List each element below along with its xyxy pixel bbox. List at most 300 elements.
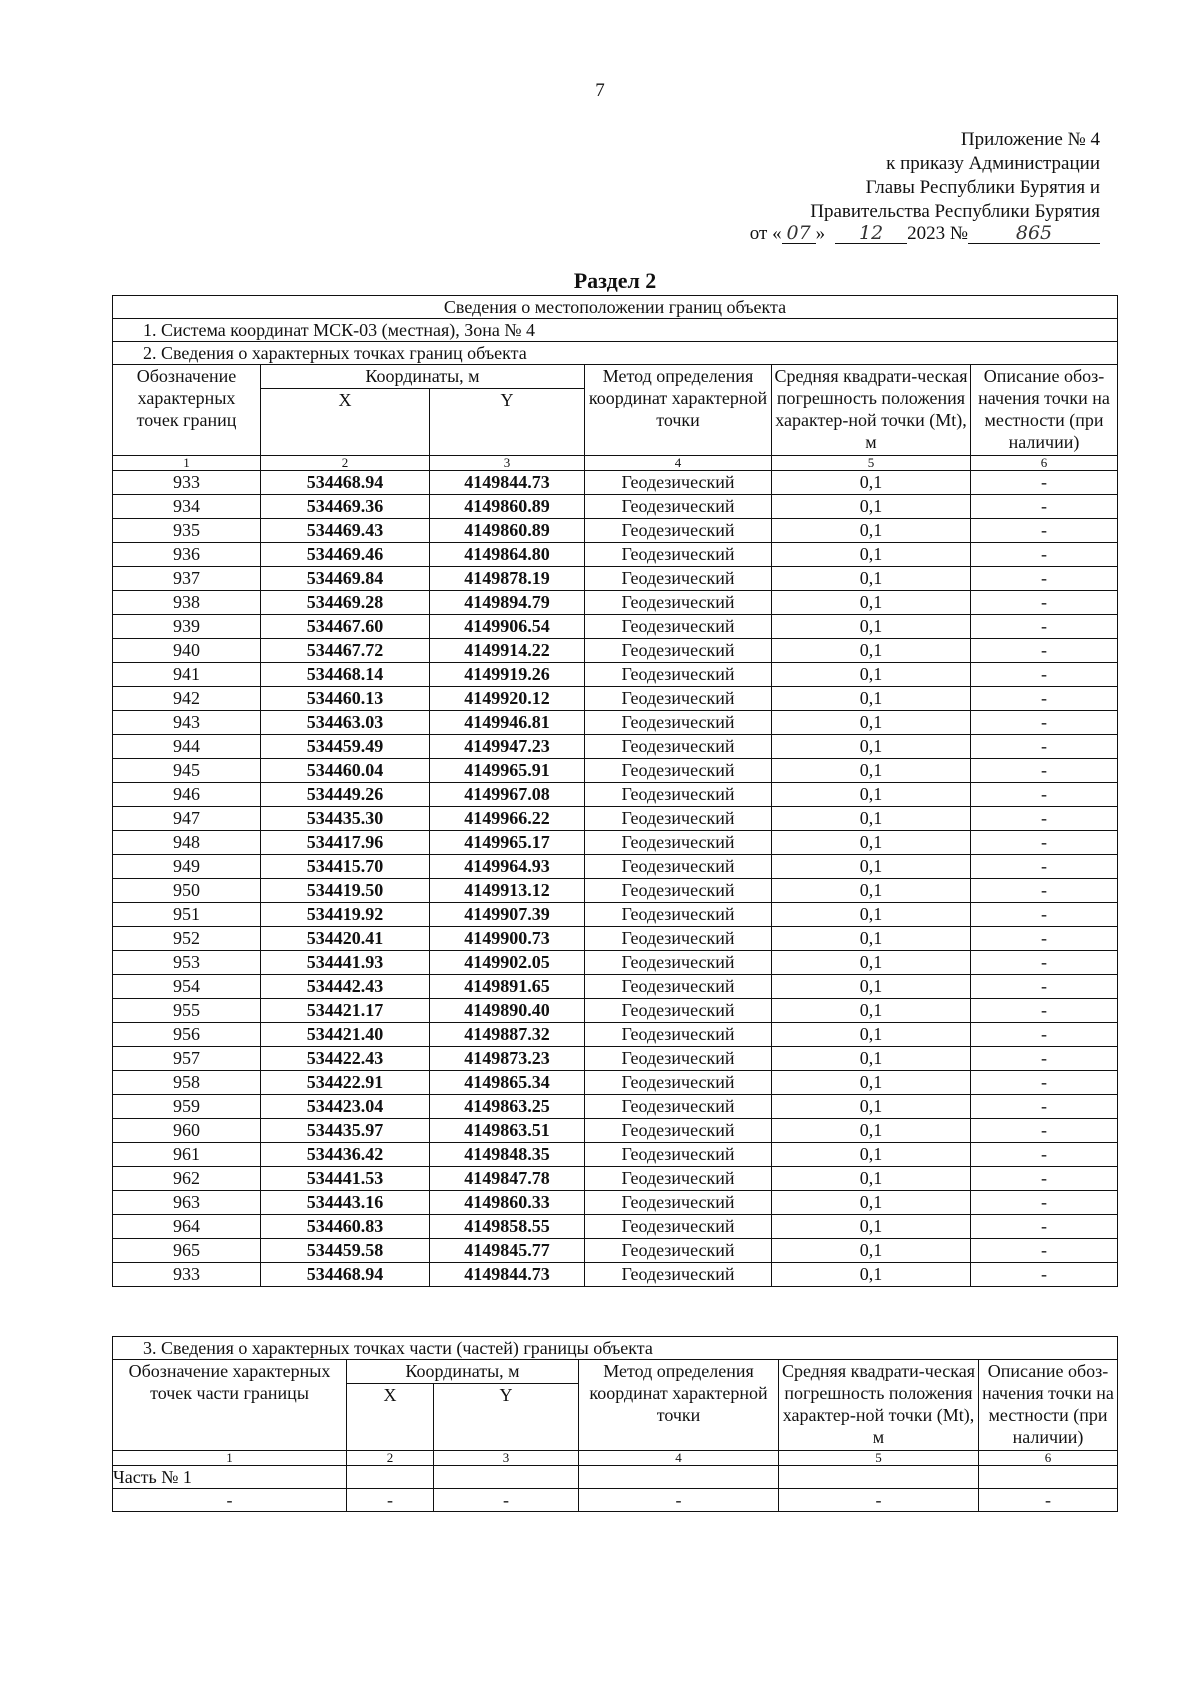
table-row — [113, 687, 1118, 711]
column-number: 1 — [113, 456, 261, 471]
appendix-line: Правительства Республики Бурятия — [810, 201, 1100, 222]
table-cell-point: 955 — [113, 999, 261, 1023]
table-cell-error: 0,1 — [772, 903, 971, 927]
table-cell-description: - — [971, 591, 1118, 615]
table-cell-description: - — [971, 543, 1118, 567]
table-row — [113, 951, 1118, 975]
table-cell-description: - — [971, 1239, 1118, 1263]
table-cell-x: 534423.04 — [261, 1095, 430, 1119]
table-row — [113, 1239, 1118, 1263]
table-cell-point: 935 — [113, 519, 261, 543]
table-cell-y: 4149844.73 — [430, 1263, 585, 1287]
empty-cell: - — [113, 1489, 347, 1512]
table-cell-point: 937 — [113, 567, 261, 591]
table-cell-error: 0,1 — [772, 591, 971, 615]
table-cell-description: - — [971, 687, 1118, 711]
table-cell-method: Геодезический — [585, 639, 772, 663]
appendix-line: к приказу Администрации — [886, 153, 1100, 174]
table-cell-error: 0,1 — [772, 687, 971, 711]
table-cell-description: - — [971, 975, 1118, 999]
table-row — [113, 831, 1118, 855]
table-row — [113, 879, 1118, 903]
table-cell-x: 534417.96 — [261, 831, 430, 855]
table-cell-error: 0,1 — [772, 951, 971, 975]
table-cell-x: 534469.84 — [261, 567, 430, 591]
table-cell-x: 534463.03 — [261, 711, 430, 735]
table-cell-point: 958 — [113, 1071, 261, 1095]
table-cell-y: 4149844.73 — [430, 471, 585, 495]
table-cell-y: 4149965.17 — [430, 831, 585, 855]
table-cell-point: 956 — [113, 1023, 261, 1047]
table-cell-error: 0,1 — [772, 543, 971, 567]
table-row — [113, 519, 1118, 543]
parts-header-x: X — [347, 1384, 434, 1451]
table-cell-error: 0,1 — [772, 1071, 971, 1095]
table-cell-error: 0,1 — [772, 1167, 971, 1191]
table-cell-error: 0,1 — [772, 615, 971, 639]
table-cell-point: 957 — [113, 1047, 261, 1071]
table-cell-point: 948 — [113, 831, 261, 855]
part-label: Часть № 1 — [113, 1466, 347, 1489]
table-cell-method: Геодезический — [585, 1119, 772, 1143]
handwritten-month: 12 — [835, 223, 907, 244]
table-cell-point: 965 — [113, 1239, 261, 1263]
table-cell-method: Геодезический — [585, 1215, 772, 1239]
table-cell-method: Геодезический — [585, 903, 772, 927]
table-cell-point: 940 — [113, 639, 261, 663]
header-error: Средняя квадрати-ческая погрешность положения характер-ной точки (Mt), м — [772, 365, 971, 456]
table-cell-point: 938 — [113, 591, 261, 615]
table-cell-description: - — [971, 711, 1118, 735]
column-number: 1 — [113, 1451, 347, 1466]
table-row — [113, 1167, 1118, 1191]
table-cell-error: 0,1 — [772, 783, 971, 807]
table-cell-point: 949 — [113, 855, 261, 879]
column-number: 2 — [261, 456, 430, 471]
table-row — [113, 543, 1118, 567]
table-row — [113, 1119, 1118, 1143]
table-cell-x: 534468.94 — [261, 1263, 430, 1287]
table-cell-x: 534442.43 — [261, 975, 430, 999]
table-cell-point: 950 — [113, 879, 261, 903]
table-cell-point: 952 — [113, 927, 261, 951]
column-number: 3 — [430, 456, 585, 471]
table-cell-y: 4149848.35 — [430, 1143, 585, 1167]
table-row — [113, 1215, 1118, 1239]
table-cell-point: 946 — [113, 783, 261, 807]
table-cell-x: 534468.14 — [261, 663, 430, 687]
table-cell-description: - — [971, 1047, 1118, 1071]
table-cell-y: 4149947.23 — [430, 735, 585, 759]
table-cell-method: Геодезический — [585, 1095, 772, 1119]
table-cell-point: 960 — [113, 1119, 261, 1143]
table-cell-x: 534460.13 — [261, 687, 430, 711]
appendix-line: Приложение № 4 — [960, 129, 1100, 150]
table-cell-y: 4149873.23 — [430, 1047, 585, 1071]
system-row — [113, 319, 1118, 342]
parts-header-row — [113, 1360, 1118, 1384]
table-cell-method: Геодезический — [585, 1191, 772, 1215]
part-label-row — [113, 1466, 1118, 1489]
table-title: Сведения о местоположении границ объекта — [113, 296, 1118, 319]
table-cell-method: Геодезический — [585, 1071, 772, 1095]
table-row — [113, 591, 1118, 615]
table-cell-error: 0,1 — [772, 975, 971, 999]
table-cell-x: 534460.04 — [261, 759, 430, 783]
column-number: 4 — [579, 1451, 779, 1466]
table-cell-description: - — [971, 783, 1118, 807]
table-cell-error: 0,1 — [772, 495, 971, 519]
empty-cell: - — [347, 1489, 434, 1512]
table-cell-method: Геодезический — [585, 1239, 772, 1263]
table-cell-x: 534459.49 — [261, 735, 430, 759]
table-cell-x: 534441.93 — [261, 951, 430, 975]
table-cell-y: 4149967.08 — [430, 783, 585, 807]
table-cell-point: 962 — [113, 1167, 261, 1191]
parts-heading: 3. Сведения о характерных точках части (частей) границы объекта — [113, 1337, 1118, 1360]
table-cell-method: Геодезический — [585, 711, 772, 735]
table-cell-method: Геодезический — [585, 1263, 772, 1287]
year-label: 2023 № — [907, 223, 968, 244]
table-cell-method: Геодезический — [585, 687, 772, 711]
table-cell-error: 0,1 — [772, 567, 971, 591]
table-cell-method: Геодезический — [585, 615, 772, 639]
table-cell-x: 534443.16 — [261, 1191, 430, 1215]
table-cell-point: 963 — [113, 1191, 261, 1215]
table-row — [113, 975, 1118, 999]
table-cell-y: 4149907.39 — [430, 903, 585, 927]
table-cell-error: 0,1 — [772, 1143, 971, 1167]
table-cell-y: 4149894.79 — [430, 591, 585, 615]
table-cell-point: 933 — [113, 1263, 261, 1287]
table-row — [113, 663, 1118, 687]
table-cell-x: 534467.60 — [261, 615, 430, 639]
parts-header-error: Средняя квадрати-ческая погрешность положения характер-ной точки (Mt), м — [779, 1360, 979, 1451]
table-cell-method: Геодезический — [585, 663, 772, 687]
table-cell-error: 0,1 — [772, 999, 971, 1023]
appendix-header — [810, 128, 1100, 224]
table-cell-x: 534469.46 — [261, 543, 430, 567]
table-cell-description: - — [971, 759, 1118, 783]
table-cell-method: Геодезический — [585, 927, 772, 951]
table-row — [113, 1095, 1118, 1119]
table-cell-method: Геодезический — [585, 807, 772, 831]
table-cell-description: - — [971, 855, 1118, 879]
column-number: 6 — [979, 1451, 1118, 1466]
table-cell-y: 4149946.81 — [430, 711, 585, 735]
table-row — [113, 711, 1118, 735]
table-cell-method: Геодезический — [585, 735, 772, 759]
table-cell-y: 4149847.78 — [430, 1167, 585, 1191]
table-cell-y: 4149858.55 — [430, 1215, 585, 1239]
table-cell-y: 4149964.93 — [430, 855, 585, 879]
table-cell-x: 534419.92 — [261, 903, 430, 927]
table-cell-method: Геодезический — [585, 1167, 772, 1191]
page-number: 7 — [595, 80, 605, 101]
column-number: 6 — [971, 456, 1118, 471]
table-cell-method: Геодезический — [585, 783, 772, 807]
table-cell-x: 534449.26 — [261, 783, 430, 807]
table-cell-x: 534460.83 — [261, 1215, 430, 1239]
table-cell-description: - — [971, 1215, 1118, 1239]
points-heading: 2. Сведения о характерных точках границ объекта — [113, 342, 1118, 365]
table-row — [113, 1263, 1118, 1287]
table-cell-description: - — [971, 1263, 1118, 1287]
table-cell-method: Геодезический — [585, 855, 772, 879]
table-cell-description: - — [971, 639, 1118, 663]
header-designation: Обозначение характерных точек границ — [113, 365, 261, 456]
column-number: 3 — [434, 1451, 579, 1466]
header-y: Y — [430, 389, 585, 456]
empty-cell: - — [579, 1489, 779, 1512]
table-cell-error: 0,1 — [772, 735, 971, 759]
table-cell-x: 534435.97 — [261, 1119, 430, 1143]
table-cell-error: 0,1 — [772, 807, 971, 831]
table-cell-description: - — [971, 879, 1118, 903]
boundary-points-table — [112, 295, 1118, 1287]
table-row — [113, 855, 1118, 879]
table-cell-error: 0,1 — [772, 1239, 971, 1263]
table-cell-point: 944 — [113, 735, 261, 759]
coordinate-system: 1. Система координат МСК-03 (местная), Зона № 4 — [113, 319, 1118, 342]
table-row — [113, 783, 1118, 807]
table-cell-method: Геодезический — [585, 1143, 772, 1167]
table-cell-description: - — [971, 951, 1118, 975]
column-number: 5 — [779, 1451, 979, 1466]
table-cell-point: 951 — [113, 903, 261, 927]
parts-heading-row — [113, 1337, 1118, 1360]
empty-cell: - — [434, 1489, 579, 1512]
table-cell-description: - — [971, 471, 1118, 495]
header-coordinates: Координаты, м — [261, 365, 585, 389]
table-cell-description: - — [971, 999, 1118, 1023]
table-cell-description: - — [971, 735, 1118, 759]
table-cell-x: 534421.40 — [261, 1023, 430, 1047]
table-cell-method: Геодезический — [585, 999, 772, 1023]
date-prefix: от « — [749, 223, 782, 244]
table-cell-method: Геодезический — [585, 1023, 772, 1047]
table-cell-description: - — [971, 1095, 1118, 1119]
table-row — [113, 1023, 1118, 1047]
table-cell-description: - — [971, 495, 1118, 519]
header-method: Метод определения координат характерной точки — [585, 365, 772, 456]
table-cell-point: 954 — [113, 975, 261, 999]
table-cell-point: 933 — [113, 471, 261, 495]
table-cell-description: - — [971, 1071, 1118, 1095]
table-cell-method: Геодезический — [585, 1047, 772, 1071]
points-heading-row — [113, 342, 1118, 365]
parts-header-coordinates: Координаты, м — [347, 1360, 579, 1384]
table-cell-y: 4149860.33 — [430, 1191, 585, 1215]
table-cell-x: 534435.30 — [261, 807, 430, 831]
table-cell-description: - — [971, 1143, 1118, 1167]
table-row — [113, 471, 1118, 495]
table-cell-y: 4149919.26 — [430, 663, 585, 687]
table-cell-error: 0,1 — [772, 879, 971, 903]
table-cell-x: 534420.41 — [261, 927, 430, 951]
empty-cell: - — [779, 1489, 979, 1512]
table-cell-method: Геодезический — [585, 471, 772, 495]
table-cell-method: Геодезический — [585, 879, 772, 903]
handwritten-number: 865 — [968, 223, 1100, 244]
table-cell-x: 534467.72 — [261, 639, 430, 663]
table-cell-point: 961 — [113, 1143, 261, 1167]
handwritten-day: 07 — [782, 223, 816, 244]
table-cell-point: 942 — [113, 687, 261, 711]
table-cell-error: 0,1 — [772, 1215, 971, 1239]
table-cell-method: Геодезический — [585, 951, 772, 975]
table-cell-error: 0,1 — [772, 1023, 971, 1047]
table-cell-y: 4149865.34 — [430, 1071, 585, 1095]
table-cell-error: 0,1 — [772, 1191, 971, 1215]
column-number: 2 — [347, 1451, 434, 1466]
parts-column-numbers-row — [113, 1451, 1118, 1466]
table-cell-y: 4149887.32 — [430, 1023, 585, 1047]
table-cell-method: Геодезический — [585, 543, 772, 567]
table-cell-x: 534459.58 — [261, 1239, 430, 1263]
table-cell-error: 0,1 — [772, 831, 971, 855]
table-cell-method: Геодезический — [585, 567, 772, 591]
table-cell-y: 4149864.80 — [430, 543, 585, 567]
table-cell-y: 4149878.19 — [430, 567, 585, 591]
table-cell-x: 534469.43 — [261, 519, 430, 543]
table-cell-description: - — [971, 1167, 1118, 1191]
table-cell-error: 0,1 — [772, 1119, 971, 1143]
table-cell-method: Геодезический — [585, 759, 772, 783]
table-cell-error: 0,1 — [772, 471, 971, 495]
table-cell-x: 534441.53 — [261, 1167, 430, 1191]
table-row — [113, 735, 1118, 759]
table-cell-x: 534469.36 — [261, 495, 430, 519]
table-cell-method: Геодезический — [585, 519, 772, 543]
table-cell-description: - — [971, 567, 1118, 591]
table-cell-y: 4149900.73 — [430, 927, 585, 951]
table-row — [113, 1143, 1118, 1167]
table-row — [113, 759, 1118, 783]
table-cell-description: - — [971, 831, 1118, 855]
table-cell-error: 0,1 — [772, 1095, 971, 1119]
table-cell-method: Геодезический — [585, 831, 772, 855]
table-cell-y: 4149863.25 — [430, 1095, 585, 1119]
table-cell-point: 945 — [113, 759, 261, 783]
table-row — [113, 639, 1118, 663]
table-cell-description: - — [971, 1119, 1118, 1143]
table-cell-error: 0,1 — [772, 855, 971, 879]
table-cell-y: 4149863.51 — [430, 1119, 585, 1143]
table-cell-y: 4149906.54 — [430, 615, 585, 639]
table-cell-error: 0,1 — [772, 759, 971, 783]
table-cell-error: 0,1 — [772, 1047, 971, 1071]
table-title-row — [113, 296, 1118, 319]
table-cell-description: - — [971, 1191, 1118, 1215]
table-cell-method: Геодезический — [585, 975, 772, 999]
table-cell-point: 934 — [113, 495, 261, 519]
table-cell-error: 0,1 — [772, 639, 971, 663]
table-cell-point: 939 — [113, 615, 261, 639]
table-cell-y: 4149845.77 — [430, 1239, 585, 1263]
date-mid: » — [815, 223, 826, 244]
table-row — [113, 615, 1118, 639]
table-cell-x: 534469.28 — [261, 591, 430, 615]
part-points-table — [112, 1336, 1118, 1512]
table-row — [113, 999, 1118, 1023]
table-cell-x: 534421.17 — [261, 999, 430, 1023]
table-row — [113, 927, 1118, 951]
order-date-line — [750, 223, 1100, 245]
table-cell-point: 936 — [113, 543, 261, 567]
table-cell-y: 4149965.91 — [430, 759, 585, 783]
table-cell-description: - — [971, 903, 1118, 927]
table-cell-y: 4149920.12 — [430, 687, 585, 711]
table-cell-point: 953 — [113, 951, 261, 975]
table-cell-description: - — [971, 807, 1118, 831]
table-cell-x: 534415.70 — [261, 855, 430, 879]
table-cell-x: 534468.94 — [261, 471, 430, 495]
table-cell-x: 534419.50 — [261, 879, 430, 903]
table-cell-y: 4149891.65 — [430, 975, 585, 999]
part-empty-row — [113, 1489, 1118, 1512]
table-cell-y: 4149860.89 — [430, 495, 585, 519]
table-row — [113, 1071, 1118, 1095]
table-cell-point: 959 — [113, 1095, 261, 1119]
header-x: X — [261, 389, 430, 456]
section-title: Раздел 2 — [573, 268, 657, 293]
header-description: Описание обоз-начения точки на местности (при наличии) — [971, 365, 1118, 456]
header-row — [113, 365, 1118, 389]
parts-header-y: Y — [434, 1384, 579, 1451]
parts-header-designation: Обозначение характерных точек части границы — [113, 1360, 347, 1451]
table-cell-description: - — [971, 615, 1118, 639]
table-cell-y: 4149890.40 — [430, 999, 585, 1023]
table-row — [113, 1047, 1118, 1071]
table-cell-error: 0,1 — [772, 519, 971, 543]
table-cell-description: - — [971, 519, 1118, 543]
table-cell-description: - — [971, 1023, 1118, 1047]
table-cell-y: 4149914.22 — [430, 639, 585, 663]
table-cell-y: 4149966.22 — [430, 807, 585, 831]
appendix-line: Главы Республики Бурятия и — [865, 177, 1100, 198]
column-numbers-row — [113, 456, 1118, 471]
table-row — [113, 495, 1118, 519]
parts-header-description: Описание обоз-начения точки на местности (при наличии) — [979, 1360, 1118, 1451]
empty-cell: - — [979, 1489, 1118, 1512]
table-cell-method: Геодезический — [585, 495, 772, 519]
table-cell-point: 943 — [113, 711, 261, 735]
table-cell-x: 534422.43 — [261, 1047, 430, 1071]
table-cell-y: 4149860.89 — [430, 519, 585, 543]
column-number: 5 — [772, 456, 971, 471]
table-cell-method: Геодезический — [585, 591, 772, 615]
column-number: 4 — [585, 456, 772, 471]
table-cell-x: 534436.42 — [261, 1143, 430, 1167]
table-cell-error: 0,1 — [772, 927, 971, 951]
table-row — [113, 567, 1118, 591]
parts-header-method: Метод определения координат характерной точки — [579, 1360, 779, 1451]
table-row — [113, 807, 1118, 831]
table-cell-error: 0,1 — [772, 1263, 971, 1287]
table-cell-y: 4149913.12 — [430, 879, 585, 903]
table-cell-description: - — [971, 663, 1118, 687]
table-cell-point: 941 — [113, 663, 261, 687]
table-cell-error: 0,1 — [772, 711, 971, 735]
table-cell-description: - — [971, 927, 1118, 951]
table-row — [113, 903, 1118, 927]
table-cell-x: 534422.91 — [261, 1071, 430, 1095]
table-row — [113, 1191, 1118, 1215]
table-cell-error: 0,1 — [772, 663, 971, 687]
table-cell-point: 947 — [113, 807, 261, 831]
table-cell-point: 964 — [113, 1215, 261, 1239]
